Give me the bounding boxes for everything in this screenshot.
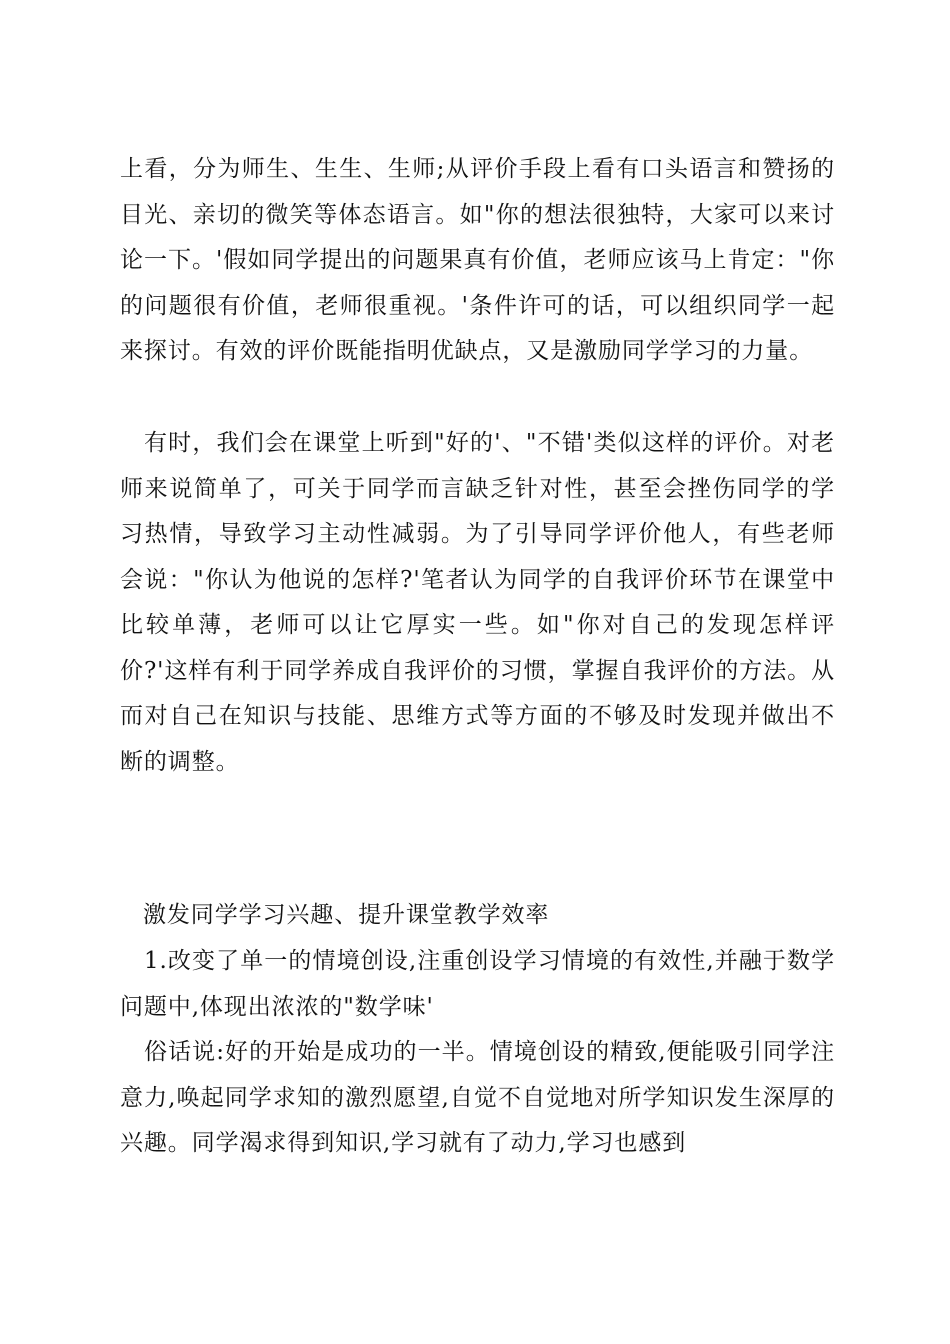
section-heading: 激发同学学习兴趣、提升课堂教学效率 bbox=[143, 902, 550, 928]
paragraph-proverb: 俗话说:好的开始是成功的一半。情境创设的精致,便能吸引同学注意力,唤起同学求知的激烈愿望,自觉不自觉地对所学知识发生深厚的兴趣。同学渴求得到知识,学习就有了动力,学习也感到 bbox=[120, 1039, 835, 1156]
paragraph-evaluation-forms: 上看，分为师生、生生、生师;从评价手段上看有口头语言和赞扬的目光、亲切的微笑等体态语言。如"你的想法很独特，大家可以来讨论一下。'假如同学提出的问题果真有价值，老师应该马上肯定："你的问题很有价值，老师很重视。'条件许可的话，可以组织同学一起来探讨。有效的评价既能指明优缺点，又是激励同学学习的力量。 bbox=[120, 156, 835, 364]
paragraph-point-1: 1.改变了单一的情境创设,注重创设学习情境的有效性,并融于数学问题中,体现出浓浓的"数学味' bbox=[120, 948, 835, 1020]
paragraph-self-evaluation: 有时，我们会在课堂上听到"好的'、"不错'类似这样的评价。对老师来说简单了，可关于同学而言缺乏针对性，甚至会挫伤同学的学习热情，导致学习主动性减弱。为了引导同学评价他人，有些老师会说："你认为他说的怎样?'笔者认为同学的自我评价环节在课堂中比较单薄，老师可以让它厚实一些。如"你对自己的发现怎样评价?'这样有利于同学养成自我评价的习惯，掌握自我评价的方法。从而对自己在知识与技能、思维方式等方面的不够及时发现并做出不断的调整。 bbox=[120, 430, 835, 775]
